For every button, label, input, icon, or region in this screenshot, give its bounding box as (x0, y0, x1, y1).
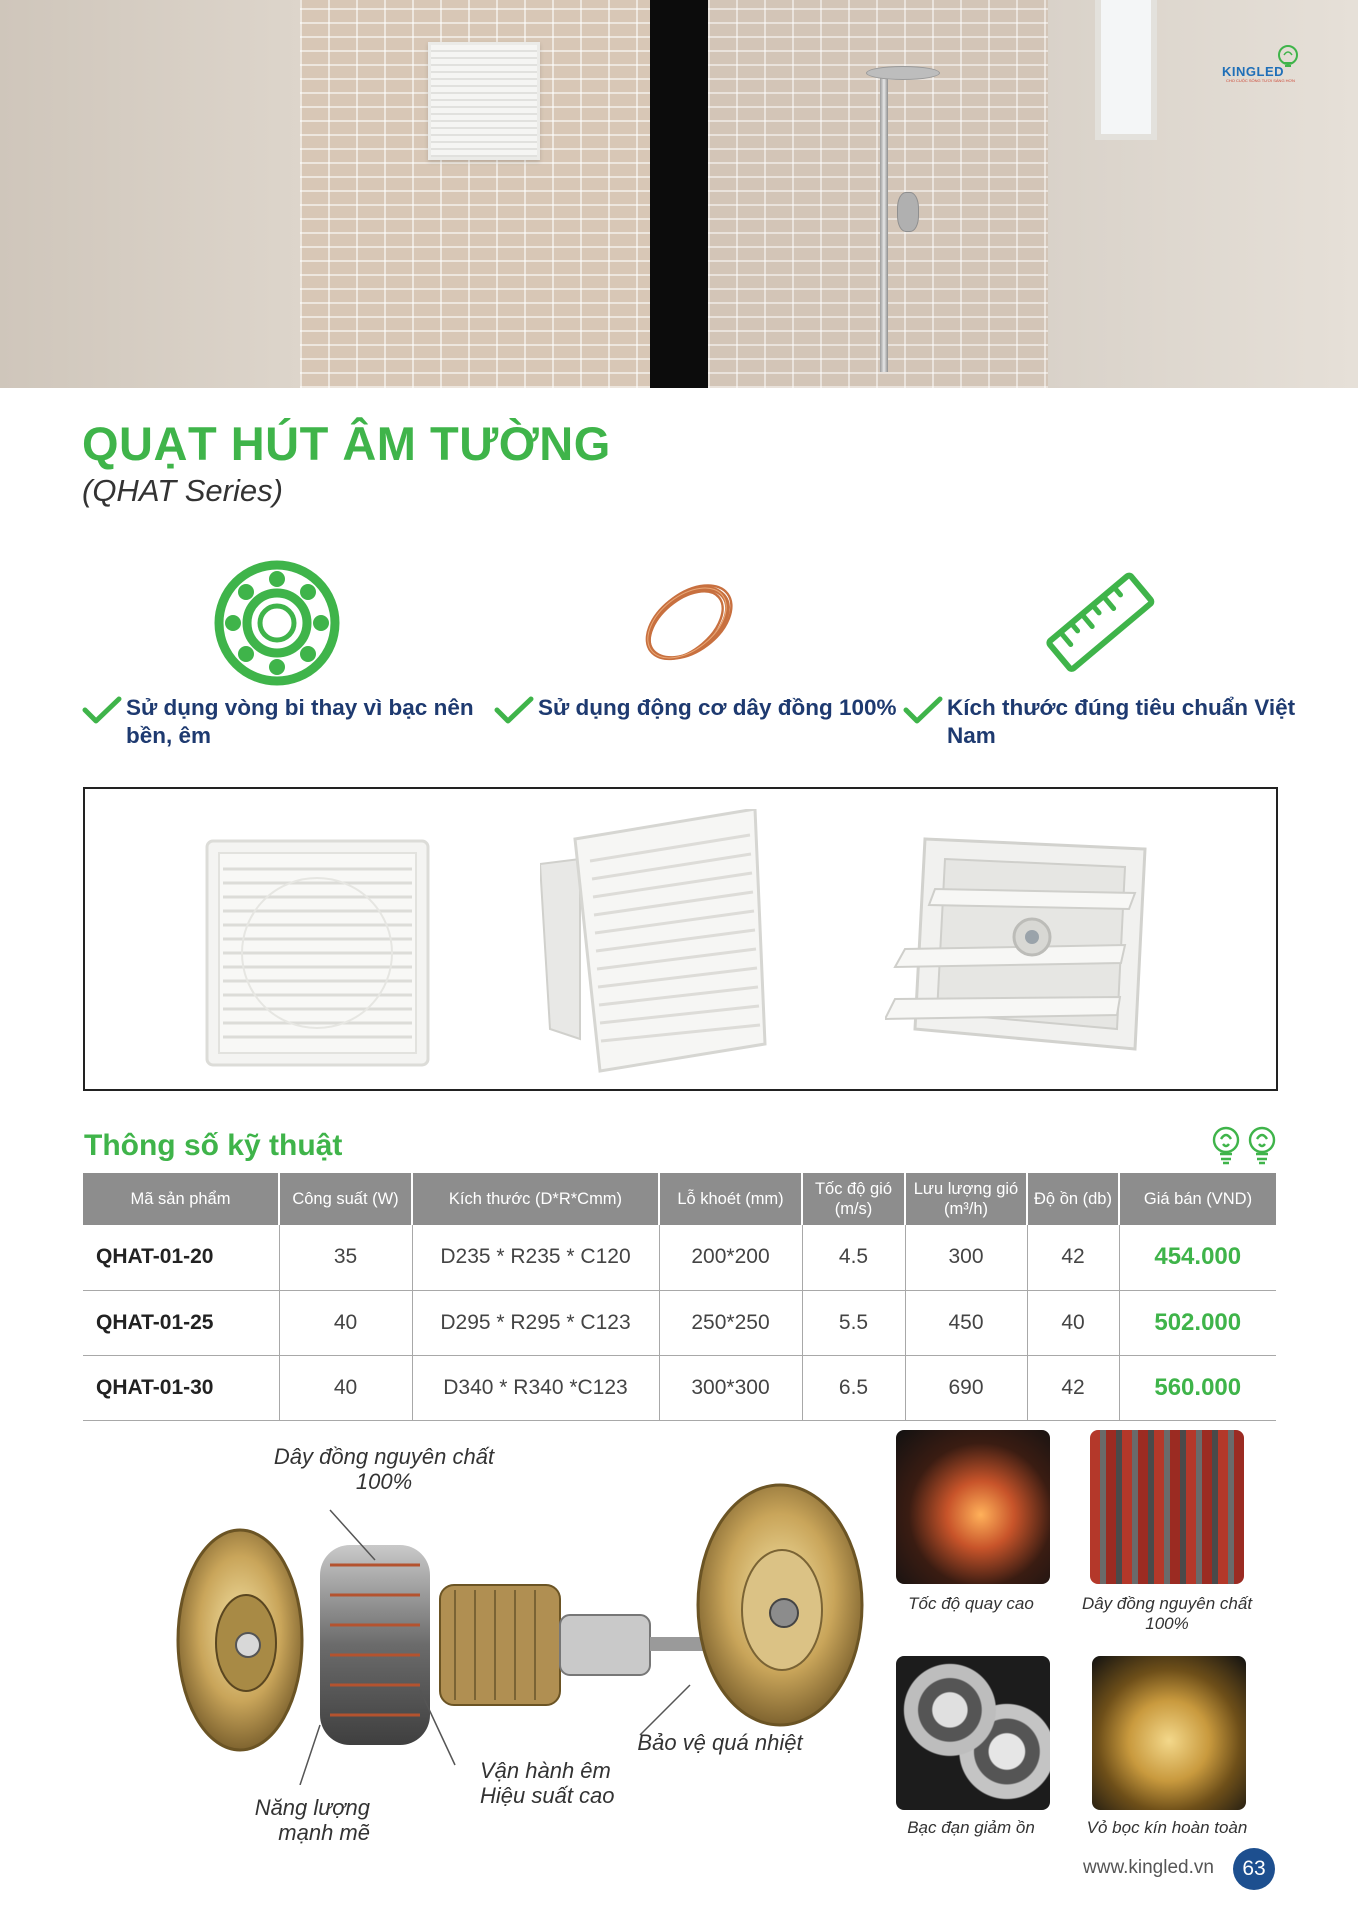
product-front-view (205, 839, 430, 1067)
product-gallery (83, 787, 1278, 1091)
hero-installed-fan (428, 42, 540, 160)
page-subtitle: (QHAT Series) (82, 473, 283, 508)
power-value: 40 (279, 1290, 412, 1355)
copper-coil-icon (624, 560, 750, 686)
label-power: Năng lượng mạnh mẽ (254, 1795, 370, 1845)
hero-hand-shower (897, 192, 919, 232)
price-value: 560.000 (1119, 1355, 1276, 1420)
speed-value: 5.5 (802, 1290, 905, 1355)
hero-wall-left (0, 0, 300, 388)
feature-standard-size (903, 560, 1303, 760)
speed-value: 4.5 (802, 1225, 905, 1290)
table-row (83, 1225, 1276, 1290)
feature-copper-motor (494, 560, 897, 760)
noise-value: 40 (1027, 1290, 1119, 1355)
flow-value: 450 (905, 1290, 1027, 1355)
specs-heading: Thông số kỹ thuật (84, 1129, 343, 1162)
thumb-caption: Tốc độ quay cao (908, 1594, 1034, 1613)
price-value: 502.000 (1119, 1290, 1276, 1355)
product-code: QHAT-01-25 (83, 1290, 279, 1355)
page-number: 63 (1233, 1848, 1275, 1890)
website-link[interactable]: www.kingled.vn (1083, 1857, 1214, 1878)
table-header-cell: Tốc độ gió (m/s) (802, 1173, 905, 1225)
feature-text: Sử dụng động cơ dây đồng 100% (538, 695, 897, 720)
cutout-value: 250*250 (659, 1290, 802, 1355)
page-title: QUẠT HÚT ÂM TƯỜNG (82, 417, 611, 470)
thumb-caption: Vỏ bọc kín hoàn toàn (1086, 1818, 1248, 1837)
table-header-cell: Mã sản phẩm (83, 1173, 279, 1225)
product-angled-view (540, 809, 770, 1074)
table-header-row (83, 1173, 1276, 1225)
label-overheat: Bảo vệ quá nhiệt (637, 1730, 803, 1755)
speed-value: 6.5 (802, 1355, 905, 1420)
table-row (83, 1290, 1276, 1355)
product-shutter-view (885, 829, 1165, 1059)
size-value: D340 * R340 *C123 (412, 1355, 659, 1420)
hero-photo (0, 0, 1358, 388)
specs-table (83, 1173, 1276, 1421)
table-header-cell: Công suất (W) (279, 1173, 412, 1225)
label-copper: Dây đồng nguyên chất 100% (273, 1444, 495, 1494)
check-icon (494, 696, 534, 726)
flow-value: 300 (905, 1225, 1027, 1290)
sealed-housing-icon (1092, 1656, 1246, 1810)
hero-tile-wall-right (708, 0, 1048, 388)
table-header-cell: Lưu lượng gió (m³/h) (905, 1173, 1027, 1225)
label-quiet: Vận hành êm Hiệu suất cao (480, 1758, 615, 1808)
thumb-caption: Bạc đạn giảm ồn (907, 1818, 1035, 1837)
check-icon (903, 696, 943, 726)
table-row (83, 1355, 1276, 1420)
ball-bearing-icon (214, 560, 340, 686)
feature-text: Sử dụng vòng bi thay vì bạc nên bền, êm (126, 695, 474, 748)
hero-shower-pipe (880, 72, 888, 372)
ruler-icon (1038, 560, 1164, 686)
thumb-caption: Dây đồng nguyên chất 100% (1081, 1594, 1253, 1633)
logo-tagline: CHO CUỘC SỐNG TƯƠI SÁNG HƠN (1226, 78, 1295, 83)
noise-value: 42 (1027, 1225, 1119, 1290)
hero-window (1095, 0, 1157, 140)
feature-bearing (82, 560, 482, 760)
hero-shower-head (866, 66, 940, 80)
cutout-value: 200*200 (659, 1225, 802, 1290)
brand-logo (1222, 44, 1332, 84)
price-value: 454.000 (1119, 1225, 1276, 1290)
product-code: QHAT-01-30 (83, 1355, 279, 1420)
table-header-cell: Lỗ khoét (mm) (659, 1173, 802, 1225)
high-speed-rotation-icon (896, 1430, 1050, 1584)
cutout-value: 300*300 (659, 1355, 802, 1420)
flow-value: 690 (905, 1355, 1027, 1420)
power-value: 35 (279, 1225, 412, 1290)
table-header-cell: Kích thước (D*R*Cmm) (412, 1173, 659, 1225)
hero-divider (650, 0, 708, 388)
table-header-cell: Độ ồn (db) (1027, 1173, 1119, 1225)
feature-text: Kích thước đúng tiêu chuẩn Việt Nam (947, 695, 1296, 748)
power-value: 40 (279, 1355, 412, 1420)
bearings-icon (896, 1656, 1050, 1810)
logo-wordmark: KINGLED (1222, 64, 1284, 79)
copper-winding-icon (1090, 1430, 1244, 1584)
noise-value: 42 (1027, 1355, 1119, 1420)
bulb-pair-icon (1210, 1124, 1280, 1166)
table-header-cell: Giá bán (VND) (1119, 1173, 1276, 1225)
check-icon (82, 696, 122, 726)
size-value: D295 * R295 * C123 (412, 1290, 659, 1355)
size-value: D235 * R235 * C120 (412, 1225, 659, 1290)
product-code: QHAT-01-20 (83, 1225, 279, 1290)
